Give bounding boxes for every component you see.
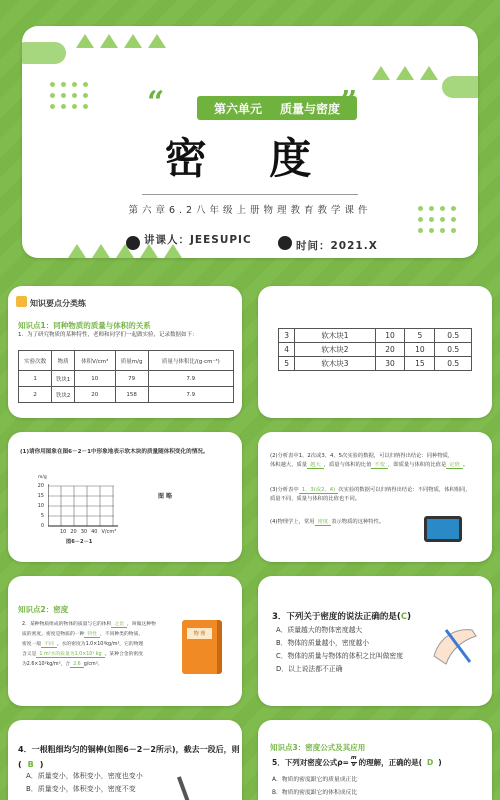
y-tick: 15 — [37, 493, 44, 499]
slide-heading: 知识要点分类练 — [30, 299, 86, 308]
answer-blank: 越大 — [307, 462, 324, 469]
option: D．以上说法都不正确 — [276, 664, 343, 673]
table-cell: 0.5 — [435, 343, 472, 357]
instruction: 1．为了研究物质的某种特性，老师和同学们一起做实验，记录数据如下： — [18, 332, 198, 338]
answer-blank: 密度 — [315, 519, 332, 526]
text: ，叫做这种物 — [127, 622, 156, 627]
unit-banner — [197, 96, 357, 120]
options-list — [26, 770, 143, 797]
text: 2．某种物质组成的物体的质量与它的体积 — [22, 622, 112, 627]
answer: B — [27, 760, 34, 770]
answer-blank: 2.6 — [70, 662, 84, 668]
text: 次实验的数据可以归纳得出结论：不同物质，体积相同， — [338, 487, 471, 493]
main-title: 密 度 — [164, 134, 336, 183]
teacher-icon — [126, 236, 140, 250]
text: 密度一般 — [22, 642, 42, 648]
y-tick: 10 — [37, 503, 44, 509]
y-tick: 0 — [40, 523, 44, 529]
table-cell: 30 — [375, 357, 405, 371]
text: 质量不同，质量与体积的比值也不同。 — [270, 496, 361, 502]
table-cell: 3 — [279, 329, 295, 343]
physics-book-icon — [182, 620, 222, 674]
knowledge-point: 知识点1：同种物质的质量与体积的关系 — [18, 321, 151, 330]
speaker-label: 讲课人：JEESUPIC — [144, 234, 252, 246]
table-cell: 1 — [19, 371, 52, 387]
option: A．质量变小，体积变小，密度也变小 — [26, 772, 143, 780]
text: (3)分析表中 — [270, 487, 299, 493]
denominator: V — [351, 761, 356, 768]
y-tick: 5 — [40, 513, 44, 519]
option: A．物质的密度跟它的质量成正比 — [272, 777, 358, 783]
answer-blank: 定值 — [446, 462, 463, 469]
copper-rod-icon — [177, 776, 191, 800]
knowledge-point: 知识点2：密度 — [18, 605, 69, 614]
table-cell: 铁块2 — [52, 387, 74, 403]
x-tick: 40 — [91, 529, 98, 535]
table-row — [279, 343, 472, 357]
table-header: 物质 — [52, 351, 74, 371]
book-icon — [16, 296, 27, 307]
text: 4．一根粗细均匀的铜棒(如图6－2－2所示)，截去一段后，则 — [18, 745, 240, 754]
table-cell: 7.9 — [148, 371, 233, 387]
option: B．物质的密度跟它的体积成反比 — [272, 790, 358, 797]
table-cell: 10 — [405, 343, 435, 357]
text: 质的密度。密度是物质的一种 — [22, 632, 85, 638]
text: ( — [18, 760, 22, 770]
question-text: (1)请你用图象在图6－2－1中形象地表示软木块的质量随体积变化的情况。 — [20, 449, 209, 455]
data-table — [278, 328, 472, 371]
y-tick: 20 — [37, 483, 44, 489]
figure-caption: 图6－2－1 — [66, 539, 93, 545]
table-cell: 5 — [405, 329, 435, 343]
answer-blank: 之比 — [111, 622, 127, 628]
table-header: 体积V/cm³ — [74, 351, 115, 371]
answer-label: 图 略 — [158, 493, 173, 500]
table-cell: 软木块3 — [295, 357, 375, 371]
writing-hand-icon — [426, 616, 480, 672]
text: (2)分析表中1、2次或3、4、5次实验的数据，可以归纳得出结论：同种物质， — [270, 453, 454, 459]
text: 。某种合金的密度 — [104, 652, 143, 658]
numerator: m — [350, 755, 357, 761]
question-text — [18, 742, 242, 772]
table-cell: 软木块1 — [295, 329, 375, 343]
slide-conclusions[interactable] — [258, 432, 492, 562]
table-cell: 7.9 — [148, 387, 233, 403]
monitor-icon — [424, 516, 462, 542]
slide-knowledge-table[interactable] — [8, 286, 242, 418]
x-ticks — [60, 528, 116, 537]
slide-graph-question[interactable] — [8, 432, 242, 562]
answer-blank: 1 m³水的质量为1.0×10³ kg — [36, 652, 104, 658]
text: (4)物理学上，常用 — [270, 519, 315, 525]
conclusion-2 — [270, 452, 484, 470]
table-row — [279, 329, 472, 343]
table-cell: 158 — [115, 387, 148, 403]
table-row — [279, 357, 472, 371]
text: 体积越大，质量 — [270, 462, 308, 468]
text: ，质量与体积的比值 — [323, 462, 372, 468]
table-cell: 79 — [115, 371, 148, 387]
table-header: 实验次数 — [19, 351, 52, 371]
text: 表示物质的这种特性。 — [331, 519, 385, 525]
slide-density-definition[interactable] — [8, 576, 242, 706]
topic-label: 质量与密度 — [280, 101, 341, 116]
decor-dots — [50, 82, 88, 109]
table-cell: 0.5 — [435, 329, 472, 343]
slide-question-5[interactable] — [258, 720, 492, 800]
fraction — [351, 756, 357, 768]
text: 3．下列关于密度的说法正确的是( — [272, 612, 401, 622]
table-row — [19, 371, 234, 387]
decor-triangles — [372, 66, 438, 80]
divider — [142, 194, 358, 195]
book-label: 物 理 — [187, 628, 212, 639]
table-cell: 20 — [74, 387, 115, 403]
answer-blank: 1、3(或2、4) — [299, 487, 339, 494]
question-text — [272, 756, 442, 768]
answer-blank: 不同 — [41, 642, 57, 648]
option: B．物体的质量越小，密度越小 — [276, 638, 370, 647]
table-cell: 5 — [279, 357, 295, 371]
clock-icon — [278, 236, 292, 250]
table-cell: 10 — [375, 329, 405, 343]
text: 。 — [462, 462, 469, 468]
text: g/cm³。 — [83, 662, 103, 668]
text: ) — [407, 612, 411, 622]
unit-label: 第六单元 — [213, 101, 262, 116]
table-header: 质量与体积比/(g·cm⁻³) — [148, 351, 233, 371]
x-tick: 10 — [60, 529, 67, 535]
table-cell: 20 — [375, 343, 405, 357]
question-text — [272, 610, 411, 622]
options-list — [272, 774, 357, 800]
text: 的理解，正确的是( — [358, 757, 423, 767]
x-tick: 20 — [70, 529, 77, 535]
text: ) — [438, 757, 442, 767]
table-cell: 15 — [405, 357, 435, 371]
table-header: 质量m/g — [115, 351, 148, 371]
text: 含义是 — [22, 652, 37, 658]
x-tick: 30 — [80, 529, 88, 535]
title-slide[interactable] — [22, 26, 478, 258]
table-cell: 10 — [74, 371, 115, 387]
decor-pill — [442, 76, 478, 98]
table-cell: 铁块1 — [52, 371, 74, 387]
option: C．物体的质量与物体的体积之比叫做密度 — [276, 651, 404, 660]
answer: D — [427, 757, 434, 767]
knowledge-point: 知识点3：密度公式及其应用 — [270, 743, 366, 752]
option: A．质量越大的物体密度越大 — [276, 626, 363, 634]
answer-blank: 特性 — [84, 632, 100, 638]
decor-triangles — [76, 34, 166, 48]
close-quote-icon: ” — [340, 85, 358, 120]
slide-question-3[interactable] — [258, 576, 492, 706]
time-label: 时间：2021.X — [296, 240, 378, 252]
options-list — [276, 624, 403, 676]
y-ticks — [34, 481, 44, 531]
slide-table-continued[interactable] — [258, 286, 492, 418]
table-row — [19, 387, 234, 403]
definition-text — [22, 620, 178, 670]
slide-question-4[interactable] — [8, 720, 242, 800]
table-cell: 0.5 — [435, 357, 472, 371]
decor-pill — [22, 42, 66, 64]
data-table — [18, 350, 234, 403]
table-cell: 4 — [279, 343, 295, 357]
text: ，即质量与体积的比值是 — [388, 462, 447, 468]
answer: C — [400, 612, 408, 622]
text: ，不同种类的物质， — [99, 632, 144, 638]
subtitle: 第六章6.2八年级上册物理教育教学课件 — [128, 205, 372, 216]
conclusion-3 — [270, 486, 484, 504]
table-cell: 2 — [19, 387, 52, 403]
answer-blank: 不变 — [371, 462, 388, 469]
text: ) — [39, 760, 44, 770]
text: 5．下列对密度公式ρ= — [272, 757, 349, 767]
open-quote-icon: “ — [147, 85, 165, 120]
empty-grid — [48, 484, 118, 528]
text: 。水的密度为1.0×10³kg/m³，它的物理 — [56, 642, 144, 648]
table-cell: 软木块2 — [295, 343, 375, 357]
text: 为2.6×10³kg/m³，合 — [22, 662, 71, 668]
conclusion-4 — [270, 518, 384, 527]
y-axis-label: m/g — [38, 475, 47, 480]
option: B．质量变小，体积变小，密度不变 — [26, 785, 136, 794]
x-axis-label: V/cm³ — [101, 529, 117, 535]
